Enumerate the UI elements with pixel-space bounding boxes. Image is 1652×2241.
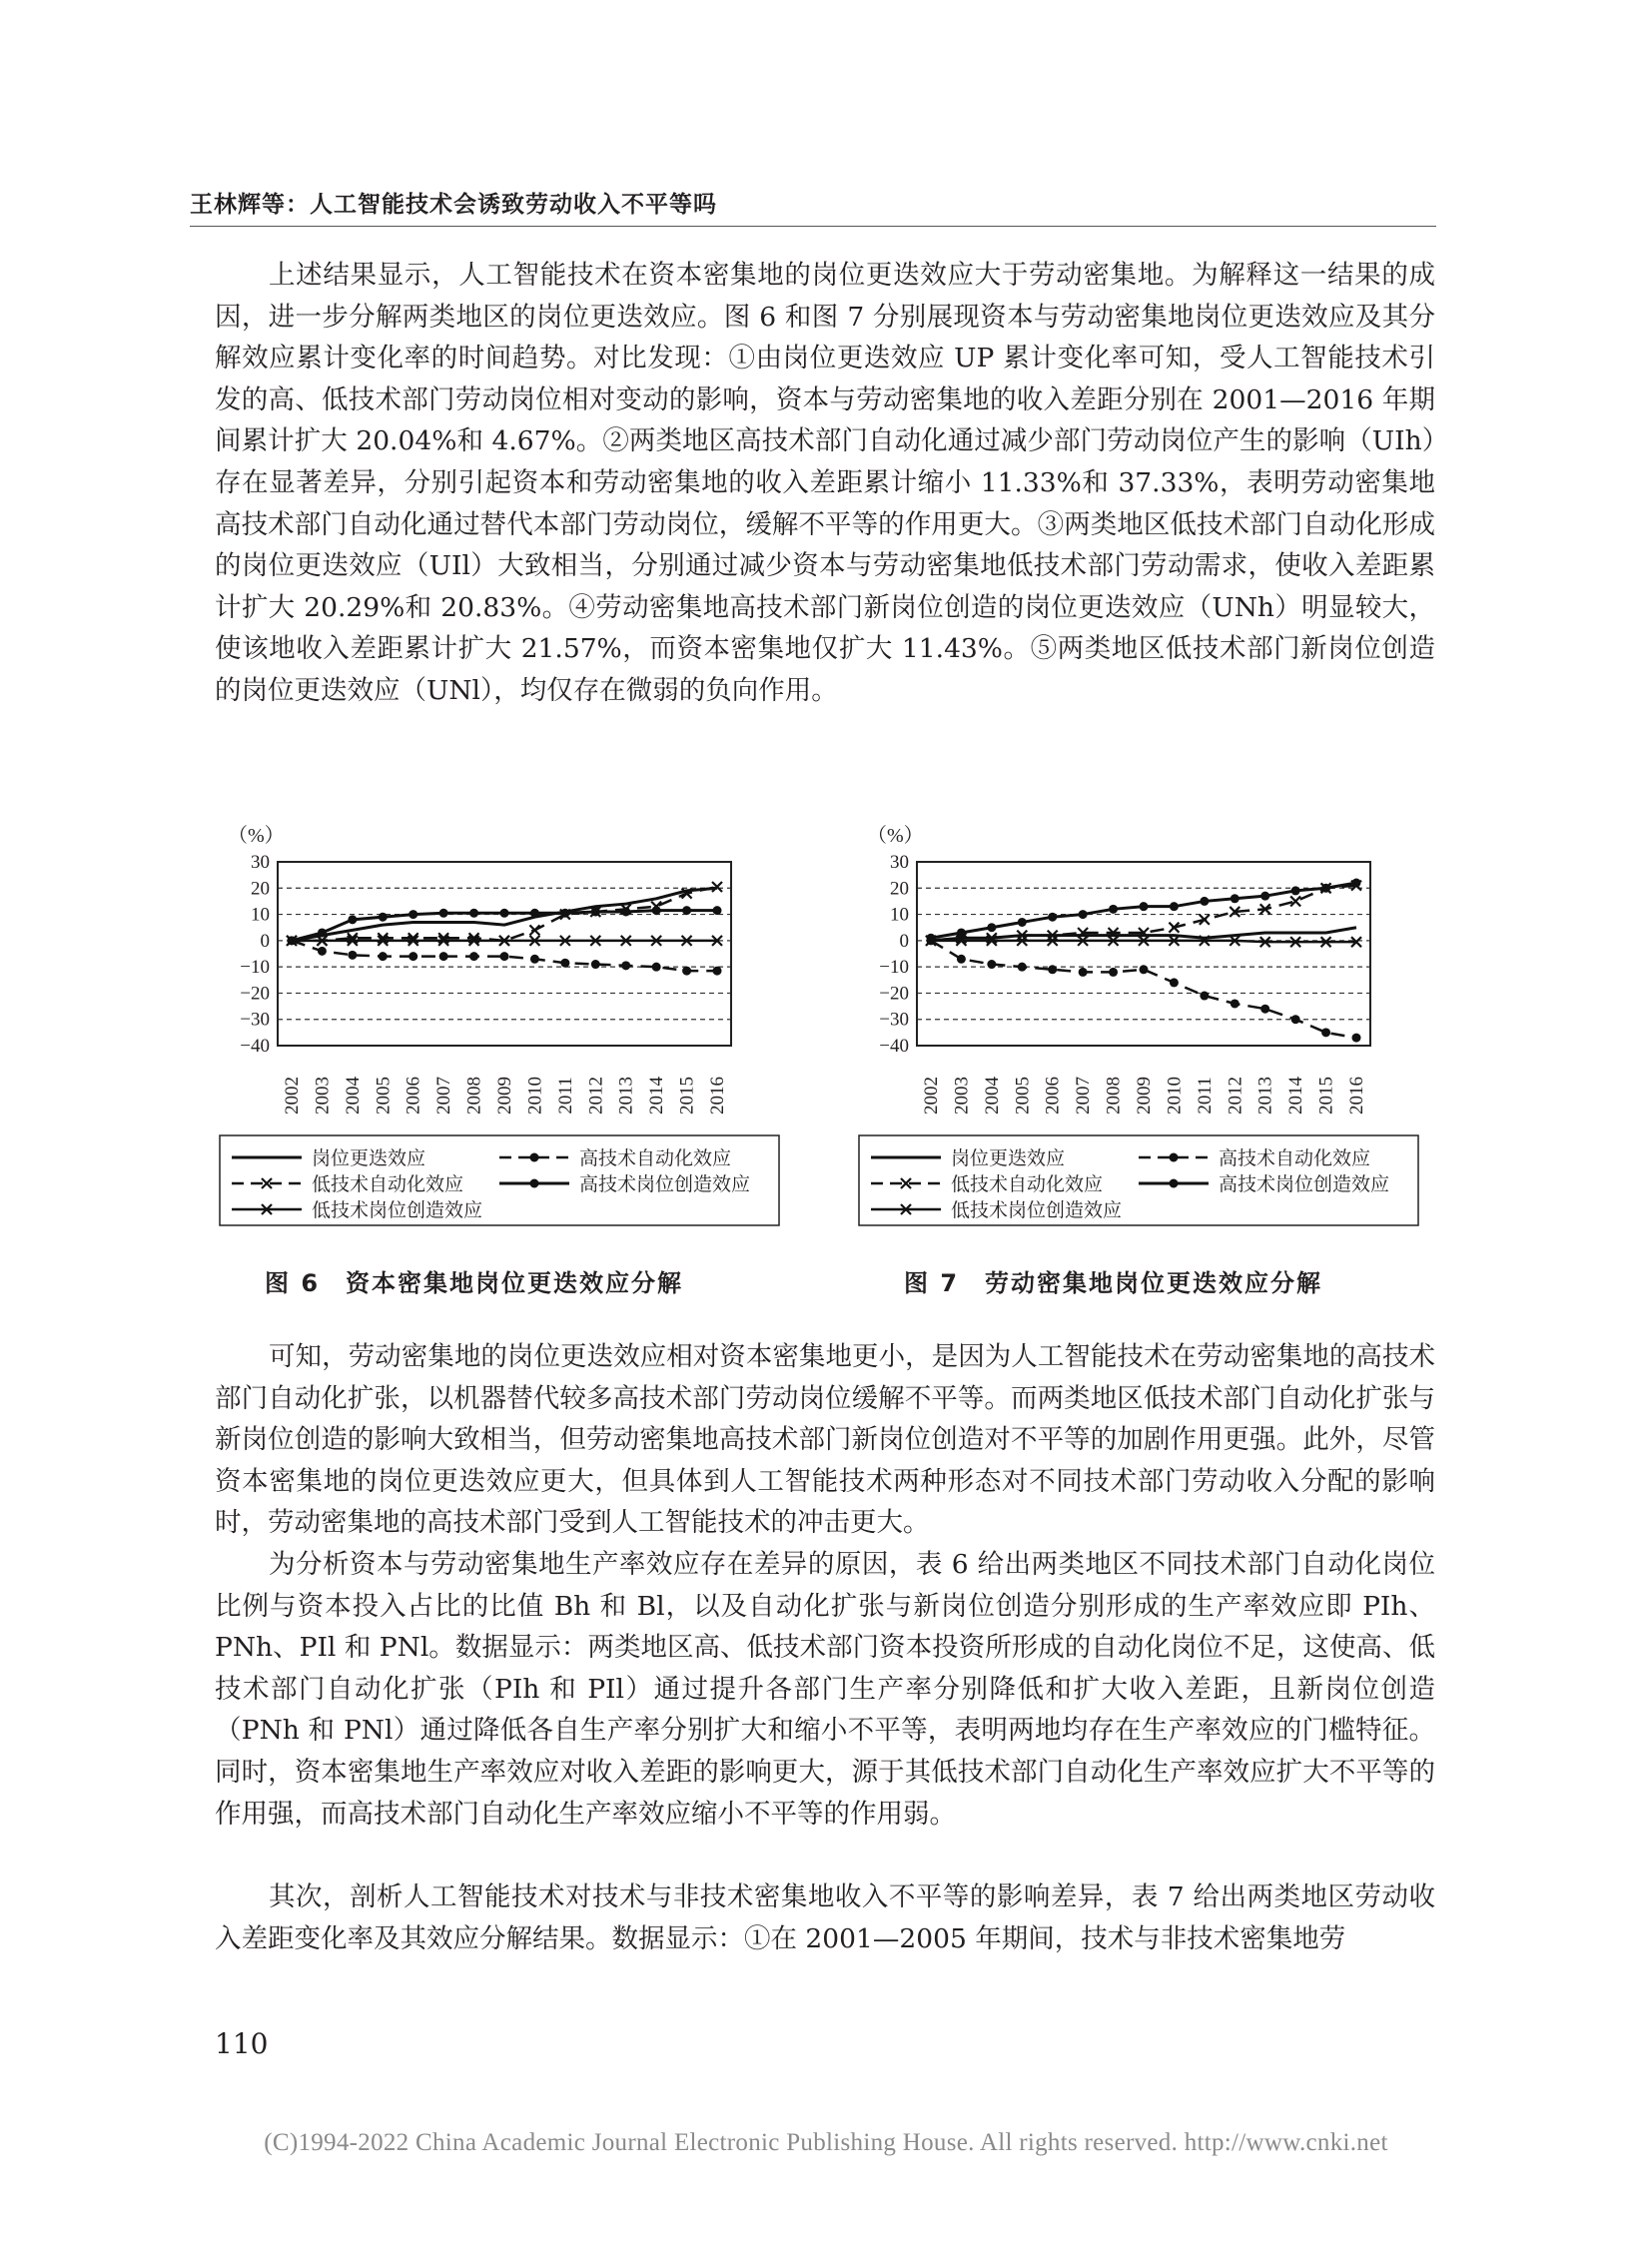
fig6-series-3-point (712, 882, 722, 892)
fig6-series-4-point (500, 909, 509, 918)
fig6-x-tick-label: 2013 (615, 1077, 637, 1115)
fig7-legend-marker (1170, 1179, 1179, 1188)
fig6-x-tick-label: 2010 (524, 1077, 546, 1115)
fig7-series-4-point (1170, 902, 1179, 911)
fig6-legend-label-2: 高技术自动化效应 (579, 1148, 732, 1169)
fig6-x-tick-label: 2004 (342, 1077, 364, 1115)
figure-6-caption: 图 6 资本密集地岗位更迭效应分解 (265, 1269, 684, 1297)
fig7-series-4-point (1352, 879, 1361, 888)
paragraph-4: 其次，剖析人工智能技术对技术与非技术密集地收入不平等的影响差异，表 7 给出两类地区劳动收入差距变化率及其效应分解结果。数据显示：①在 2001—2005 年期间，技术与非技术密集地劳 (215, 1881, 1435, 1954)
fig7-y-tick-label: 10 (890, 904, 909, 926)
fig6-series-2-point (530, 955, 539, 964)
fig6-series-4-point (469, 909, 478, 918)
fig6-x-tick-label: 2009 (494, 1077, 515, 1115)
fig6-y-tick-label: 20 (251, 878, 270, 900)
fig7-legend-label-3: 低技术自动化效应 (951, 1174, 1104, 1195)
header-rule (190, 226, 1436, 227)
fig7-x-tick-label: 2015 (1315, 1077, 1337, 1115)
fig6-x-tick-label: 2015 (676, 1077, 698, 1115)
fig6-series-2-point (318, 947, 327, 956)
fig6-series-4-point (560, 909, 569, 918)
fig7-series-4-point (1200, 897, 1209, 906)
fig7-series-2-point (1018, 963, 1027, 972)
running-header: 王林辉等：人工智能技术会诱致劳动收入不平等吗 (190, 192, 717, 218)
fig7-x-tick-label: 2005 (1012, 1077, 1034, 1115)
fig7-legend-label-4: 高技术岗位创造效应 (1219, 1174, 1390, 1195)
fig7-series-2-point (957, 955, 966, 964)
fig6-x-tick-label: 2005 (373, 1077, 395, 1115)
fig7-x-tick-label: 2016 (1346, 1077, 1367, 1115)
fig7-y-tick-label: −40 (879, 1036, 909, 1057)
fig6-x-tick-label: 2012 (585, 1077, 607, 1115)
fig7-y-tick-label: 0 (899, 930, 909, 952)
paragraph-1: 上述结果显示，人工智能技术在资本密集地的岗位更迭效应大于劳动密集地。为解释这一结果的成因，进一步分解两类地区的岗位更迭效应。图 6 和图 7 分别展现资本与劳动密集地岗位更迭效应及其分解效应累计变化率的时间趋势。对比发现：①由岗位更迭效应 UP 累计变化率可知，受人工智能技术引发的高、低技术部门劳动岗位相对变动的影响，资本与劳动密集地的收入差距分别在 2001—2016 年期间累计扩大 20.04%和 4.67%。②两类地区高技术部门自动化通过减少部门劳动岗位产生的影响（UIh）存在显著差异，分别引起资本和劳动密集地的收入差距累计缩小 11.33%和 37.33%，表明劳动密集地高技术部门自动化通过替代本部门劳动岗位，缓解不平等的作用更大。③两类地区低技术部门自动化形成的岗位更迭效应（UIl）大致相当，分别通过减少资本与劳动密集地低技术部门劳动需求，使收入差距累计扩大 20.29%和 20.83%。④劳动密集地高技术部门新岗位创造的岗位更迭效应（UNh）明显较大，使该地收入差距累计扩大 21.57%，而资本密集地仅扩大 11.43%。⑤两类地区低技术部门新岗位创造的岗位更迭效应（UNl），均仅存在微弱的负向作用。 (215, 260, 1435, 706)
fig6-legend-label-4: 高技术岗位创造效应 (579, 1174, 751, 1195)
fig7-series-4-point (987, 923, 996, 932)
fig6-series-2-point (682, 967, 691, 976)
fig7-series-2-point (1352, 1034, 1361, 1043)
fig6-series-2-point (621, 961, 630, 970)
fig6-y-tick-label: 0 (260, 930, 270, 952)
fig7-series-2-point (1140, 965, 1149, 974)
fig7-series-4-point (957, 928, 966, 937)
fig7-series-2-point (1260, 1005, 1269, 1014)
fig7-series-4-point (1048, 913, 1057, 922)
fig7-y-tick-label: −30 (879, 1009, 909, 1031)
fig7-x-tick-label: 2011 (1194, 1077, 1216, 1115)
fig7-series-4-point (1291, 886, 1300, 895)
fig6-y-tick-label: −10 (240, 957, 270, 979)
fig6-y-tick-label: −40 (240, 1036, 270, 1057)
fig7-x-tick-label: 2007 (1073, 1077, 1095, 1115)
fig7-legend-label-2: 高技术自动化效应 (1219, 1148, 1371, 1169)
fig7-y-tick-label: −20 (879, 983, 909, 1005)
fig7-x-tick-label: 2004 (981, 1077, 1003, 1115)
fig6-series-4-point (348, 915, 357, 924)
fig6-series-4-point (318, 928, 327, 937)
fig7-series-4-point (1260, 892, 1269, 901)
fig7-legend-label-5: 低技术岗位创造效应 (951, 1200, 1123, 1221)
fig7-x-tick-label: 2003 (951, 1077, 973, 1115)
fig6-x-tick-label: 2006 (403, 1077, 424, 1115)
fig7-x-tick-label: 2012 (1225, 1077, 1246, 1115)
fig7-y-unit: （%） (867, 825, 924, 847)
fig6-series-2-point (652, 963, 661, 972)
fig7-series-2-point (1231, 999, 1239, 1008)
fig6-series-2-point (379, 952, 388, 961)
fig6-series-2-point (713, 967, 722, 976)
fig7-series-4-point (1079, 910, 1088, 919)
fig7-x-tick-label: 2009 (1134, 1077, 1155, 1115)
fig6-legend-label-1: 岗位更迭效应 (312, 1148, 426, 1169)
fig6-series-4-point (682, 906, 691, 915)
fig7-legend-marker (1170, 1153, 1179, 1162)
page-number: 110 (215, 2027, 269, 2060)
fig6-series-2-point (591, 960, 600, 969)
copyright-footer: (C)1994-2022 China Academic Journal Electronic Publishing House. All rights reserved. http://www.cnki.net (264, 2129, 1388, 2156)
paragraph-2: 可知，劳动密集地的岗位更迭效应相对资本密集地更小，是因为人工智能技术在劳动密集地的高技术部门自动化扩张，以机器替代较多高技术部门劳动岗位缓解不平等。而两类地区低技术部门自动化扩张与新岗位创造的影响大致相当，但劳动密集地高技术部门新岗位创造对不平等的加剧作用更强。此外，尽管资本密集地的岗位更迭效应更大，但具体到人工智能技术两种形态对不同技术部门劳动收入分配的影响时，劳动密集地的高技术部门受到人工智能技术的冲击更大。 (215, 1341, 1435, 1539)
fig6-legend-label-5: 低技术岗位创造效应 (312, 1200, 483, 1221)
fig6-legend-marker (530, 1153, 539, 1162)
fig6-legend-label-3: 低技术自动化效应 (312, 1174, 464, 1195)
fig6-y-tick-label: 10 (251, 904, 270, 926)
fig6-y-tick-label: −30 (240, 1009, 270, 1031)
fig6-series-4-point (409, 910, 417, 919)
fig7-series-4-point (1140, 902, 1149, 911)
fig7-y-tick-label: −10 (879, 957, 909, 979)
figure-6-chart (210, 814, 789, 1233)
fig7-series-2-point (987, 960, 996, 969)
fig6-series-4-point (713, 906, 722, 915)
fig6-y-tick-label: −20 (240, 983, 270, 1005)
fig6-series-4-point (379, 913, 388, 922)
fig6-x-tick-label: 2011 (554, 1077, 576, 1115)
fig6-series-2-point (500, 952, 509, 961)
fig6-series-2-point (469, 952, 478, 961)
fig7-series-line-2 (931, 941, 1356, 1038)
fig7-series-2-point (1291, 1015, 1300, 1024)
fig7-x-tick-label: 2010 (1164, 1077, 1186, 1115)
paragraph-3: 为分析资本与劳动密集地生产率效应存在差异的原因，表 6 给出两类地区不同技术部门自动化岗位比例与资本投入占比的比值 Bh 和 Bl，以及自动化扩张与新岗位创造分别形成的生产率效应即 PIh、PNh、PIl 和 PNl。数据显示：两类地区高、低技术部门资本投资所形成的自动化岗位不足，这使高、低技术部门自动化扩张（PIh 和 PIl）通过提升各部门生产率分别降低和扩大收入差距，且新岗位创造（PNh 和 PNl）通过降低各自生产率分别扩大和缩小不平等，表明两地均存在生产率效应的门槛特征。同时，资本密集地生产率效应对收入差距的影响更大，源于其低技术部门自动化生产率效应扩大不平等的作用强，而高技术部门自动化生产率效应缩小不平等的作用弱。 (215, 1549, 1435, 1830)
fig7-series-4-point (1018, 918, 1027, 927)
figure-6 (210, 814, 789, 1233)
fig7-x-tick-label: 2014 (1285, 1077, 1307, 1115)
figure-7 (849, 814, 1428, 1233)
fig6-series-2-point (409, 952, 417, 961)
fig7-series-4-point (1231, 894, 1239, 903)
fig6-x-tick-label: 2003 (312, 1077, 334, 1115)
fig6-x-tick-label: 2007 (433, 1077, 455, 1115)
figure-7-chart (849, 814, 1428, 1233)
fig7-x-tick-label: 2006 (1042, 1077, 1064, 1115)
fig6-series-4-point (439, 909, 448, 918)
fig7-x-tick-label: 2008 (1103, 1077, 1125, 1115)
fig7-y-tick-label: 20 (890, 878, 909, 900)
fig7-y-tick-label: 30 (890, 852, 909, 873)
fig6-series-4-point (530, 909, 539, 918)
fig7-series-4-point (1321, 884, 1330, 893)
fig6-series-2-point (439, 952, 448, 961)
fig6-x-tick-label: 2016 (707, 1077, 728, 1115)
fig7-series-2-point (1048, 965, 1057, 974)
fig6-x-tick-label: 2008 (463, 1077, 485, 1115)
fig7-series-2-point (1200, 992, 1209, 1001)
fig7-series-4-point (1109, 905, 1118, 914)
fig7-x-tick-label: 2002 (921, 1077, 942, 1115)
fig7-series-2-point (1109, 968, 1118, 977)
fig6-legend-marker (530, 1179, 539, 1188)
fig7-series-2-point (1079, 968, 1088, 977)
fig7-x-tick-label: 2013 (1254, 1077, 1276, 1115)
fig6-series-4-point (621, 907, 630, 916)
fig6-y-unit: （%） (228, 825, 285, 847)
fig6-y-tick-label: 30 (251, 852, 270, 873)
figure-7-caption: 图 7 劳动密集地岗位更迭效应分解 (904, 1269, 1323, 1297)
fig7-series-2-point (1321, 1028, 1330, 1037)
fig6-series-4-point (591, 907, 600, 916)
fig6-series-2-point (348, 951, 357, 960)
fig6-series-4-point (652, 906, 661, 915)
fig7-series-2-point (1170, 978, 1179, 987)
fig7-legend-label-1: 岗位更迭效应 (951, 1148, 1066, 1169)
fig6-x-tick-label: 2002 (282, 1077, 303, 1115)
fig6-series-2-point (560, 959, 569, 968)
fig6-x-tick-label: 2014 (646, 1077, 668, 1115)
